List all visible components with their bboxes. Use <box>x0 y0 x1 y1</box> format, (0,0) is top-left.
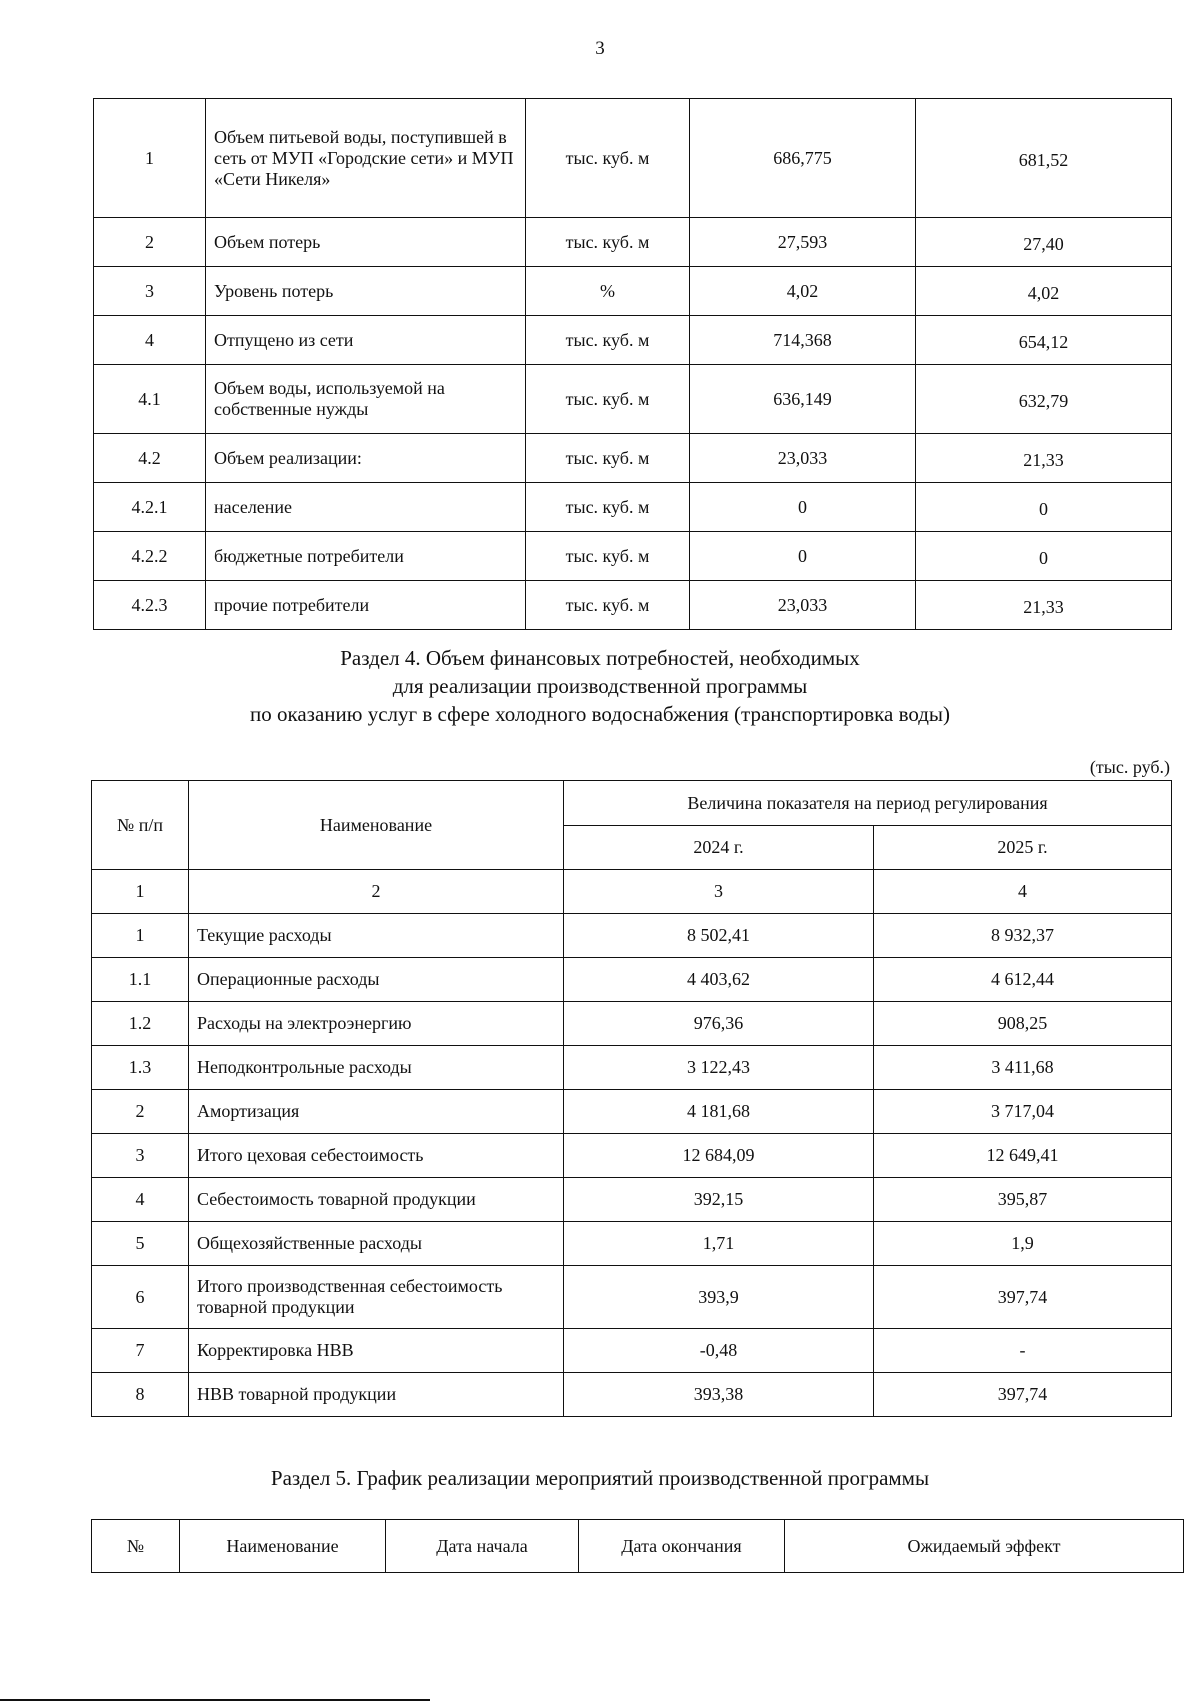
table-row <box>94 316 1172 365</box>
value-2025: 0 <box>916 532 1172 581</box>
row-name: Отпущено из сети <box>206 316 526 365</box>
row-number: 7 <box>92 1329 189 1373</box>
row-number: 6 <box>92 1266 189 1329</box>
row-number: 3 <box>94 267 206 316</box>
col-number: 2 <box>189 870 564 914</box>
value-2025: 4,02 <box>916 267 1172 316</box>
value-2024: 392,15 <box>564 1178 874 1222</box>
schedule-table <box>91 1519 1184 1573</box>
value-2024: 393,9 <box>564 1266 874 1329</box>
row-name: бюджетные потребители <box>206 532 526 581</box>
header-num: № п/п <box>92 781 189 870</box>
col-number: 4 <box>874 870 1172 914</box>
row-name: Текущие расходы <box>189 914 564 958</box>
section-5-title: Раздел 5. График реализации мероприятий производственной программы <box>270 1466 930 1490</box>
value-2025: 681,52 <box>916 99 1172 218</box>
value-2025: 8 932,37 <box>874 914 1172 958</box>
header-period: Величина показателя на период регулирования <box>564 781 1172 826</box>
value-2025: 0 <box>916 483 1172 532</box>
value-2024: 686,775 <box>690 99 916 218</box>
col-number: 1 <box>92 870 189 914</box>
value-2024: 3 122,43 <box>564 1046 874 1090</box>
row-number: 1.2 <box>92 1002 189 1046</box>
value-2024: 23,033 <box>690 581 916 630</box>
row-number: 8 <box>92 1373 189 1417</box>
table-row <box>94 532 1172 581</box>
header-end-date: Дата окончания <box>579 1520 785 1573</box>
header-2025: 2025 г. <box>874 826 1172 870</box>
header-2024: 2024 г. <box>564 826 874 870</box>
row-unit: тыс. куб. м <box>526 365 690 434</box>
row-unit: тыс. куб. м <box>526 483 690 532</box>
row-name: Итого цеховая себестоимость <box>189 1134 564 1178</box>
value-2024: -0,48 <box>564 1329 874 1373</box>
row-name: Операционные расходы <box>189 958 564 1002</box>
row-number: 1 <box>94 99 206 218</box>
row-number: 4.1 <box>94 365 206 434</box>
row-number: 4.2.1 <box>94 483 206 532</box>
column-numbers-row <box>92 870 1172 914</box>
value-2025: 1,9 <box>874 1222 1172 1266</box>
table-header-row <box>92 1520 1184 1573</box>
value-2025: 654,12 <box>916 316 1172 365</box>
table-row <box>94 267 1172 316</box>
row-unit: тыс. куб. м <box>526 581 690 630</box>
value-2025: 3 411,68 <box>874 1046 1172 1090</box>
row-name: Объем питьевой воды, поступившей в сеть от МУП «Городские сети» и МУП «Сети Никеля» <box>206 99 526 218</box>
row-number: 2 <box>92 1090 189 1134</box>
header-name: Наименование <box>189 781 564 870</box>
header-start-date: Дата начала <box>386 1520 579 1573</box>
row-name: НВВ товарной продукции <box>189 1373 564 1417</box>
value-2024: 393,38 <box>564 1373 874 1417</box>
row-name: Общехозяйственные расходы <box>189 1222 564 1266</box>
table-row <box>92 1134 1172 1178</box>
value-2024: 1,71 <box>564 1222 874 1266</box>
table-row <box>92 1373 1172 1417</box>
page-number: 3 <box>595 38 605 59</box>
table-row <box>92 1178 1172 1222</box>
value-2025: 632,79 <box>916 365 1172 434</box>
value-2025: 397,74 <box>874 1373 1172 1417</box>
section-4-title-line-3: по оказанию услуг в сфере холодного водоснабжения (транспортировка воды) <box>249 702 951 726</box>
row-number: 4.2 <box>94 434 206 483</box>
row-name: Расходы на электроэнергию <box>189 1002 564 1046</box>
value-2025: 21,33 <box>916 581 1172 630</box>
financial-needs-table <box>91 780 1172 1417</box>
row-name: Корректировка НВВ <box>189 1329 564 1373</box>
row-number: 2 <box>94 218 206 267</box>
row-name: Объем потерь <box>206 218 526 267</box>
row-number: 4 <box>92 1178 189 1222</box>
table-row <box>94 483 1172 532</box>
table-row <box>92 1222 1172 1266</box>
row-name: Уровень потерь <box>206 267 526 316</box>
row-name: Объем реализации: <box>206 434 526 483</box>
value-2024: 4,02 <box>690 267 916 316</box>
value-2025: 3 717,04 <box>874 1090 1172 1134</box>
value-2024: 4 403,62 <box>564 958 874 1002</box>
row-number: 3 <box>92 1134 189 1178</box>
row-number: 4 <box>94 316 206 365</box>
value-2025: 908,25 <box>874 1002 1172 1046</box>
value-2025: 395,87 <box>874 1178 1172 1222</box>
header-num: № <box>92 1520 180 1573</box>
table-header-row <box>92 781 1172 826</box>
table-row <box>92 914 1172 958</box>
row-number: 1.1 <box>92 958 189 1002</box>
table-row <box>94 581 1172 630</box>
table-row <box>94 365 1172 434</box>
header-expected-effect: Ожидаемый эффект <box>785 1520 1184 1573</box>
value-2024: 23,033 <box>690 434 916 483</box>
row-name: Итого производственная себестоимость товарной продукции <box>189 1266 564 1329</box>
col-number: 3 <box>564 870 874 914</box>
value-2025: 397,74 <box>874 1266 1172 1329</box>
section-4-title-line-2: для реализации производственной программы <box>392 674 808 698</box>
row-unit: % <box>526 267 690 316</box>
value-2024: 976,36 <box>564 1002 874 1046</box>
table-row <box>92 1329 1172 1373</box>
row-unit: тыс. куб. м <box>526 99 690 218</box>
row-unit: тыс. куб. м <box>526 316 690 365</box>
row-name: Себестоимость товарной продукции <box>189 1178 564 1222</box>
value-2025: 4 612,44 <box>874 958 1172 1002</box>
row-name: прочие потребители <box>206 581 526 630</box>
table-row <box>92 1002 1172 1046</box>
value-2024: 0 <box>690 532 916 581</box>
row-number: 5 <box>92 1222 189 1266</box>
value-2024: 0 <box>690 483 916 532</box>
table-row <box>94 434 1172 483</box>
value-2025: 27,40 <box>916 218 1172 267</box>
value-2024: 8 502,41 <box>564 914 874 958</box>
table-row <box>92 958 1172 1002</box>
row-number: 1 <box>92 914 189 958</box>
row-unit: тыс. куб. м <box>526 218 690 267</box>
header-name: Наименование <box>180 1520 386 1573</box>
value-2025: 21,33 <box>916 434 1172 483</box>
table-row <box>94 99 1172 218</box>
value-2024: 4 181,68 <box>564 1090 874 1134</box>
row-unit: тыс. куб. м <box>526 434 690 483</box>
row-number: 4.2.3 <box>94 581 206 630</box>
table-row <box>92 1090 1172 1134</box>
value-2024: 714,368 <box>690 316 916 365</box>
table-row <box>94 218 1172 267</box>
table-row <box>92 1046 1172 1090</box>
row-number: 1.3 <box>92 1046 189 1090</box>
section-4-title-line-1: Раздел 4. Объем финансовых потребностей, необходимых <box>340 646 860 670</box>
row-name: Объем воды, используемой на собственные нужды <box>206 365 526 434</box>
unit-note: (тыс. руб.) <box>1089 757 1170 777</box>
row-unit: тыс. куб. м <box>526 532 690 581</box>
row-name: население <box>206 483 526 532</box>
row-name: Амортизация <box>189 1090 564 1134</box>
row-number: 4.2.2 <box>94 532 206 581</box>
value-2024: 12 684,09 <box>564 1134 874 1178</box>
value-2024: 27,593 <box>690 218 916 267</box>
water-balance-table <box>93 98 1172 630</box>
value-2024: 636,149 <box>690 365 916 434</box>
row-name: Неподконтрольные расходы <box>189 1046 564 1090</box>
value-2025: 12 649,41 <box>874 1134 1172 1178</box>
section-4-title <box>0 644 1200 728</box>
table-row <box>92 1266 1172 1329</box>
value-2025: - <box>874 1329 1172 1373</box>
